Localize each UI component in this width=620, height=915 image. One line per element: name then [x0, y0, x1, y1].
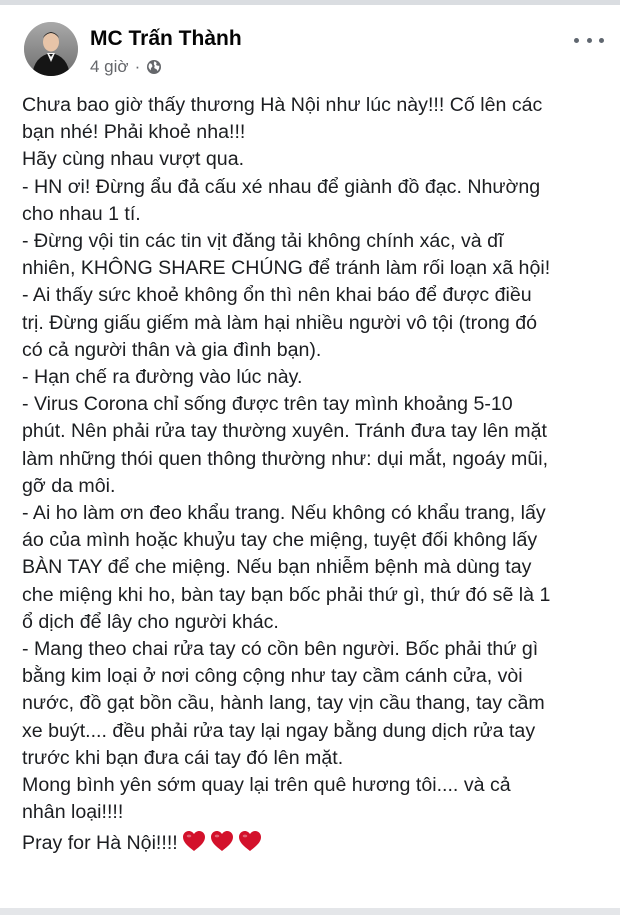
more-horizontal-icon-dot — [587, 38, 592, 43]
post-paragraph: - Mang theo chai rửa tay có cồn bên người. Bốc phải thứ gì bằng kim loại ở nơi công cộng như tay cầm cánh cửa, vòi nước, đồ gạt bồn cầu, hành lang, tay vịn cầu thang, tay cầm xe buýt.... đều phải rửa tay lại ngay bằng dung dịch rửa tay trước khi bạn đưa cái tay đó lên mặt. — [22, 638, 545, 769]
post-paragraph: Chưa bao giờ thấy thương Hà Nội như lúc này!!! Cố lên các bạn nhé! Phải khoẻ nha!!! — [22, 94, 543, 144]
post-meta — [90, 57, 162, 77]
post-paragraph: - Ai thấy sức khoẻ không ổn thì nên khai báo để được điều trị. Đừng giấu giếm mà làm hại nhiều người vô tội (trong đó có cả người thân và gia đình bạn). — [22, 284, 538, 361]
more-horizontal-icon — [574, 38, 579, 43]
post-paragraph: - Virus Corona chỉ sống được trên tay mình khoảng 5-10 phút. Nên phải rửa tay thường xuyên. Tránh đưa tay lên mặt làm những thói quen thông thường như: dụi mắt, ngoáy mũi, gỡ da môi. — [22, 393, 549, 497]
top-divider — [0, 0, 620, 5]
post-paragraph: - Đừng vội tin các tin vịt đăng tải không chính xác, và dĩ nhiên, KHÔNG SHARE CHÚNG để tránh làm rối loạn xã hội! — [22, 230, 551, 280]
post-header — [24, 22, 604, 82]
post-paragraph: - HN ơi! Đừng ẩu đả cấu xé nhau để giành đồ đạc. Nhường cho nhau 1 tí. — [22, 175, 541, 225]
avatar[interactable] — [24, 22, 78, 76]
heart-emoji-group — [182, 830, 266, 852]
author-name[interactable]: MC Trấn Thành — [90, 27, 242, 50]
post-closing-line — [22, 830, 612, 857]
post-text — [22, 92, 612, 858]
meta-separator: · — [134, 57, 141, 76]
globe-icon[interactable] — [146, 59, 162, 75]
post-paragraph: Mong bình yên sớm quay lại trên quê hương tôi.... và cả nhân loại!!!! — [22, 774, 511, 824]
bottom-divider — [0, 908, 620, 915]
post-paragraph: Hãy cùng nhau vượt qua. — [22, 148, 245, 171]
more-options-button[interactable] — [574, 30, 604, 50]
red-heart-icon — [182, 830, 206, 852]
red-heart-icon — [210, 830, 234, 852]
avatar-photo-icon — [24, 22, 78, 76]
more-horizontal-icon-dot — [599, 38, 604, 43]
red-heart-icon — [238, 830, 262, 852]
closing-text: Pray for Hà Nội!!!! — [22, 832, 178, 855]
post-timestamp[interactable]: 4 giờ — [90, 57, 129, 76]
post-paragraph: - Hạn chế ra đường vào lúc này. — [22, 366, 303, 389]
post-paragraph: - Ai ho làm ơn đeo khẩu trang. Nếu không có khẩu trang, lấy áo của mình hoặc khuỷu tay che miệng, tuyệt đối không lấy BÀN TAY để che miệng. Nếu bạn nhiễm bệnh mà dùng tay che miệng khi ho, bàn tay bạn bốc phải thứ gì, thứ đó sẽ là 1 ổ dịch để lây cho người khác. — [22, 502, 551, 633]
